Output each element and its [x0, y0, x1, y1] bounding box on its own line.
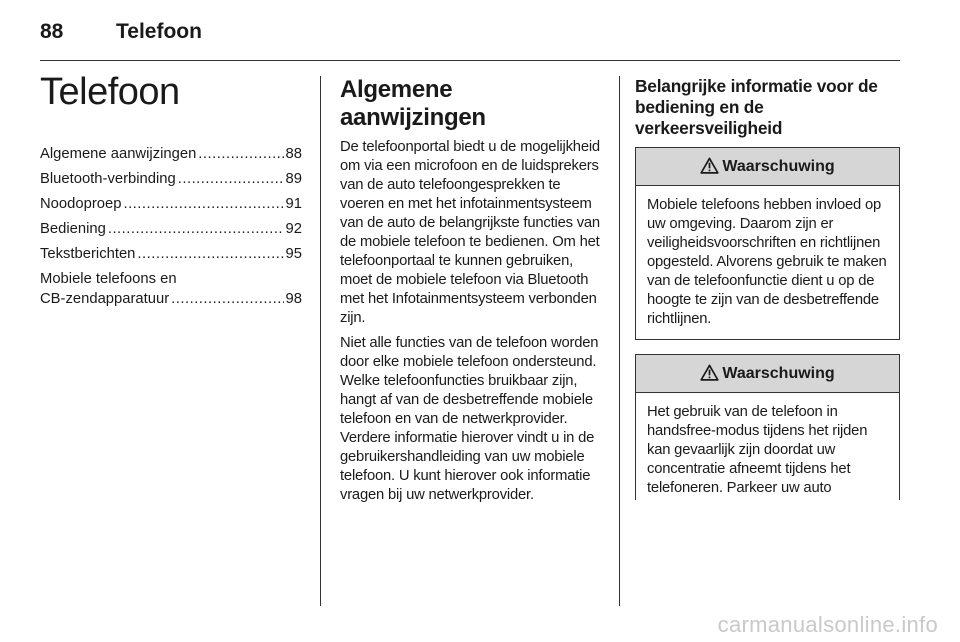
- chapter-title: Telefoon: [40, 71, 180, 113]
- toc-leader-dots: [123, 194, 283, 214]
- toc-item-label: Bediening: [40, 221, 106, 237]
- warning-box: [635, 147, 900, 340]
- column-divider-left: [320, 76, 321, 606]
- page-number: 88: [40, 20, 64, 43]
- warning-triangle-icon: [700, 364, 719, 381]
- toc-item-label: Noodoproep: [40, 196, 122, 212]
- toc-leader-dots: [178, 169, 284, 189]
- subsection-column: [635, 76, 900, 514]
- toc-item-label-line2: CB-zendapparatuur: [40, 291, 170, 307]
- warning-text: Het gebruik van de telefoon in handsfree-modus tijdens het rijden kan gevaarlijk zijn doordat uw concentratie afneemt tijdens het telefoneren. Parkeer uw auto: [647, 404, 868, 496]
- toc-leader-dots: [108, 219, 284, 239]
- toc-item-label-line1: Mobiele telefoons en: [40, 271, 177, 287]
- warning-header: [636, 355, 899, 393]
- chapter-column: [40, 70, 302, 314]
- header-divider: [40, 60, 900, 61]
- toc-item-page: 88: [285, 146, 302, 162]
- warning-header: [636, 148, 899, 186]
- toc-item[interactable]: [40, 169, 302, 189]
- column-divider-right: [619, 76, 620, 606]
- section-title: Algemene aanwijzingen: [340, 76, 486, 131]
- toc-item-page: 89: [285, 171, 302, 187]
- body-paragraph: De telefoonportal biedt u de mogelijkheid om via een microfoon en de luidsprekers van de auto telefoongesprekken te voeren en met het infotainmentsysteem van de auto de belangrijkste functies van de mobiele telefoon te bedienen. Om het telefoonportaal te kunnen gebruiken, moet de mobiele telefoon via Bluetooth met het Infotainmentsysteem verbonden zijn.: [340, 139, 600, 326]
- warning-heading: Waarschuwing: [722, 364, 835, 382]
- toc-item-label: Tekstberichten: [40, 246, 136, 262]
- toc-item-page: 91: [285, 196, 302, 212]
- toc-leader-dots: [198, 144, 283, 164]
- body-paragraph: Niet alle functies van de telefoon worden door elke mobiele telefoon ondersteund. Welke telefoonfuncties bruikbaar zijn, hangt af van de desbetreffende mobiele telefoon en van de netwerkprovider. Verdere informatie hierover vindt u in de gebruikershandleiding van uw mobiele telefoon. U kunt hierover ook informatie vragen bij uw netwerkprovider.: [340, 335, 599, 503]
- warning-text: Mobiele telefoons hebben invloed op uw omgeving. Daarom zijn er veiligheidsvoorschriften en richtlijnen opgesteld. Alvorens gebruik te maken van de telefoonfunctie dient u op de hoogte te zijn van de desbetreffende richtlijnen.: [647, 197, 887, 327]
- running-title: Telefoon: [116, 20, 202, 43]
- toc-leader-dots: [171, 289, 283, 309]
- toc-item-page: 92: [285, 221, 302, 237]
- toc-item[interactable]: [40, 144, 302, 164]
- warning-heading: Waarschuwing: [722, 157, 835, 175]
- warning-box: [635, 354, 900, 500]
- toc-item-label: Algemene aanwijzingen: [40, 146, 197, 162]
- toc-item[interactable]: [40, 219, 302, 239]
- watermark: carmanualsonline.info: [717, 612, 938, 637]
- toc-item[interactable]: [40, 244, 302, 264]
- section-column: [340, 76, 604, 511]
- toc-item[interactable]: [40, 194, 302, 214]
- toc-item-label: Bluetooth-verbinding: [40, 171, 176, 187]
- page-header: [40, 20, 900, 50]
- warning-triangle-icon: [700, 157, 719, 174]
- toc-item-page: 98: [285, 291, 302, 307]
- table-of-contents: [40, 144, 302, 309]
- subsection-title: Belangrijke informatie voor de bediening en de verkeersveiligheid: [635, 76, 878, 138]
- toc-item-page: 95: [285, 246, 302, 262]
- toc-leader-dots: [137, 244, 283, 264]
- toc-item[interactable]: [40, 269, 302, 309]
